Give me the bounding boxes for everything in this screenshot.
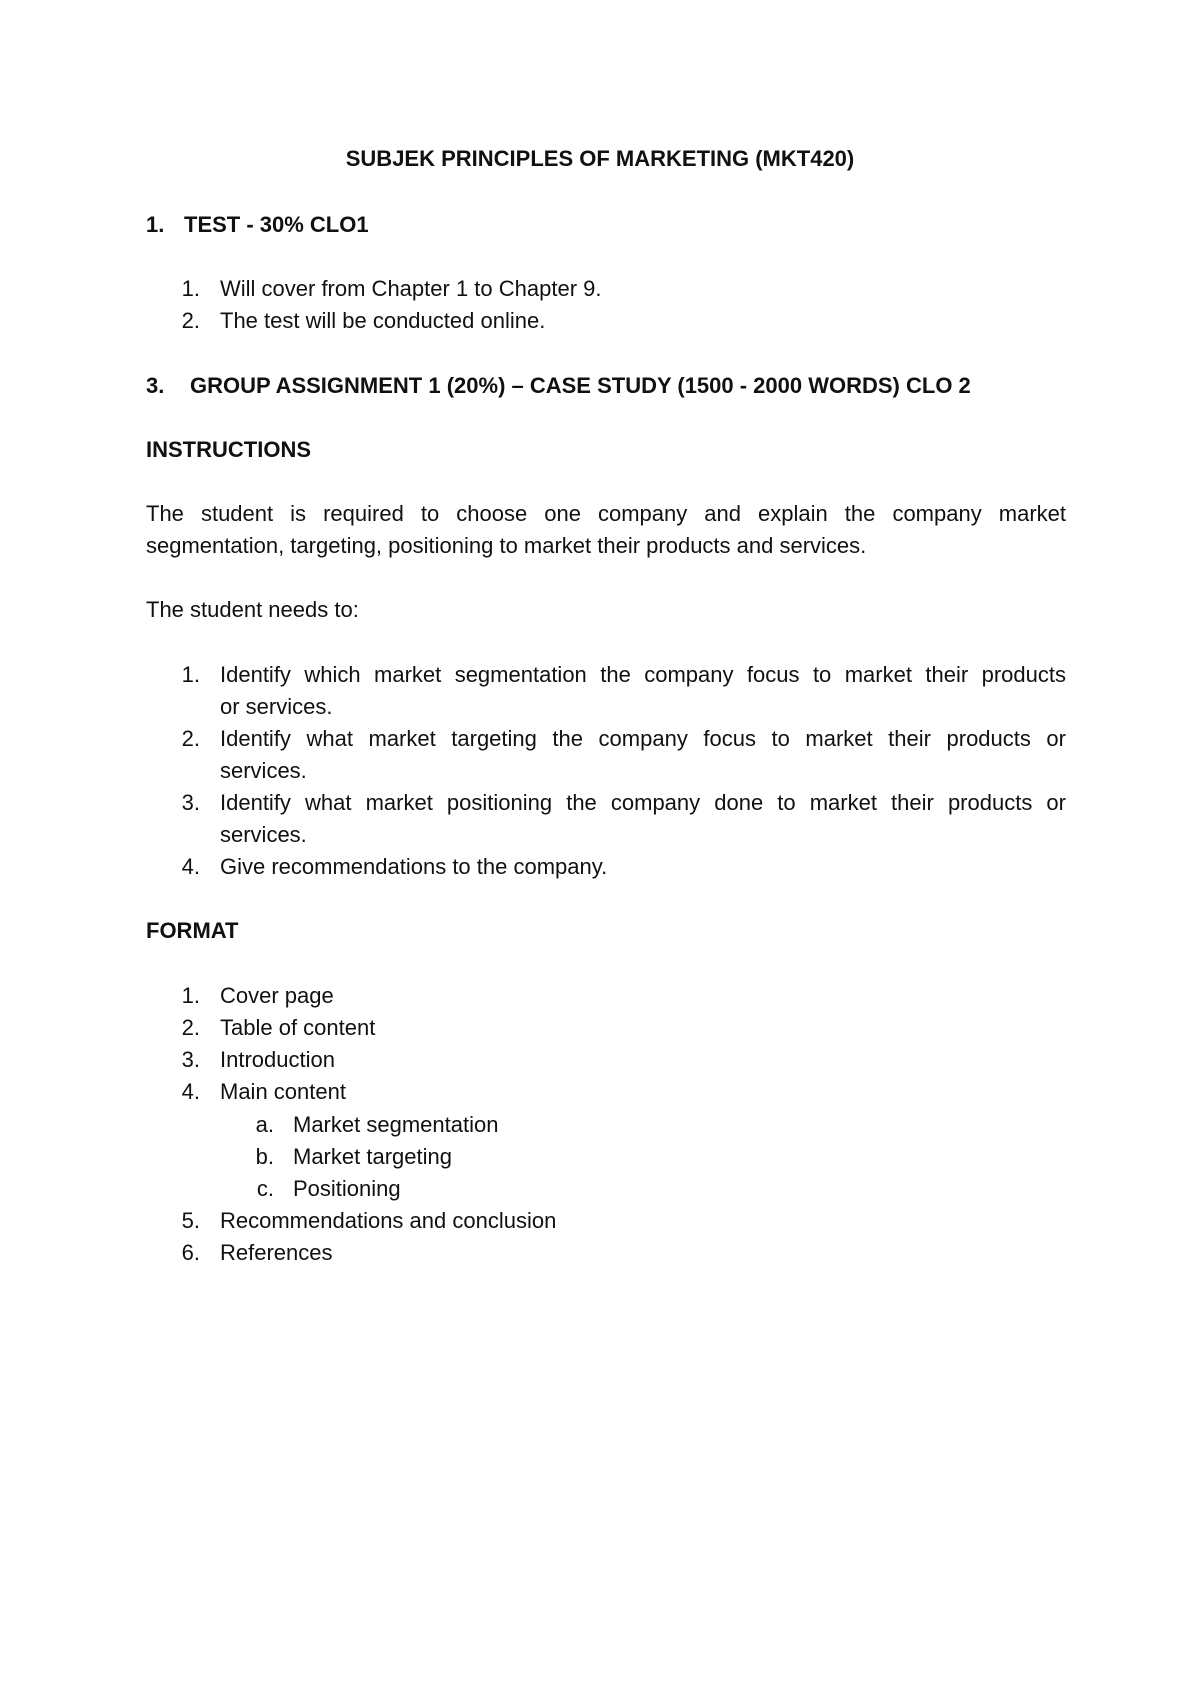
test-item-number: 2. [181,308,200,333]
section-test-heading: TEST - 30% CLO1 [184,212,369,237]
needs-item-number: 4. [181,854,200,879]
format-item-text: Cover page [220,983,334,1008]
format-item-number: 6. [181,1240,200,1265]
format-item-number: 1. [181,983,200,1008]
needs-item-text: Give recommendations to the company. [220,854,608,879]
format-item-number: 4. [181,1079,200,1104]
format-item-number: 3. [181,1047,200,1072]
format-item-number: 5. [181,1208,200,1233]
needs-item-text-continued: or services. [220,694,333,719]
format-subitem-letter: b. [255,1144,274,1169]
needs-intro: The student needs to: [146,597,359,622]
section-assignment-heading: GROUP ASSIGNMENT 1 (20%) – CASE STUDY (1500 - 2000 WORDS) CLO 2 [190,373,971,398]
format-item-text: Table of content [220,1015,376,1040]
instructions-paragraph-line: segmentation, targeting, positioning to market their products and services. [146,533,867,558]
format-subitem-letter: c. [256,1176,274,1201]
format-heading: FORMAT [146,918,239,943]
needs-item-number: 1. [181,662,200,687]
format-item-text: Introduction [220,1047,335,1072]
needs-item-number: 2. [181,726,200,751]
format-subitem-text: Market segmentation [293,1112,499,1137]
format-item-text: Recommendations and conclusion [220,1208,557,1233]
instructions-paragraph-line: The student is required to choose one company and explain the company market [146,501,1066,526]
document-title: SUBJEK PRINCIPLES OF MARKETING (MKT420) [345,146,855,171]
format-subitem-text: Market targeting [293,1144,452,1169]
format-item-text: References [220,1240,333,1265]
test-item-number: 1. [181,276,200,301]
needs-item-text-continued: services. [220,822,307,847]
format-subitem-letter: a. [255,1112,274,1137]
format-subitem-text: Positioning [293,1176,401,1201]
section-test-number: 1. [146,212,165,237]
needs-item-text: Identify what market targeting the company focus to market their products or [220,726,1066,751]
format-item-text: Main content [220,1079,346,1104]
needs-item-text: Identify what market positioning the company done to market their products or [220,790,1066,815]
needs-item-text: Identify which market segmentation the company focus to market their products [220,662,1066,687]
section-assignment-number: 3. [146,373,165,398]
needs-item-number: 3. [181,790,200,815]
test-item-text: Will cover from Chapter 1 to Chapter 9. [220,276,602,301]
instructions-heading: INSTRUCTIONS [146,437,311,462]
test-item-text: The test will be conducted online. [220,308,546,333]
format-item-number: 2. [181,1015,200,1040]
needs-item-text-continued: services. [220,758,307,783]
